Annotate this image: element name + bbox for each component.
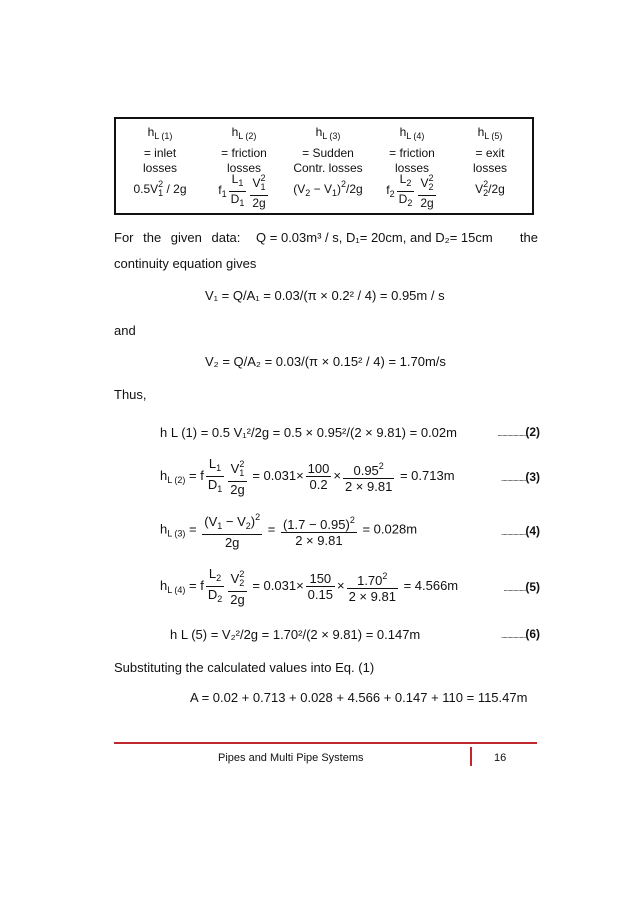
equation-ref-6: ....................(6) <box>500 627 540 641</box>
equation-ref-4: ....................(4) <box>500 524 540 538</box>
given-intro: For the given data: <box>114 230 241 245</box>
column-line2: losses <box>142 161 177 175</box>
thus-text: Thus, <box>114 387 147 402</box>
table-column-sudden <box>286 125 370 198</box>
column-line1: = friction <box>221 146 267 160</box>
and-text: and <box>114 323 136 338</box>
column-head: $h_{L (3)}$ <box>315 125 341 141</box>
column-head: $h_{L (1)}$ <box>147 125 173 141</box>
losses-table <box>114 117 534 215</box>
sudden-loss-expression: $(V_2 - V_1)^2/2g$ <box>293 179 363 198</box>
table-column-exit <box>448 125 532 198</box>
hl2-result: = 0.713m <box>399 467 455 483</box>
column-line2: losses <box>472 161 507 175</box>
footer-title: Pipes and Multi Pipe Systems <box>218 752 364 764</box>
page-number: 16 <box>494 752 507 764</box>
equation-ref-2: .......................(2) <box>497 425 540 439</box>
friction-loss-expression-2: $f_2$ $\frac{L_2}{D_2}$ $\frac{V_2^2}{2g}$ <box>386 171 434 210</box>
column-head: $h_{L (2)}$ <box>231 125 257 141</box>
column-head: $h_{L (4)}$ <box>399 125 425 141</box>
equation-ref-5: ..................(5) <box>503 580 540 594</box>
footer-rule <box>114 742 537 744</box>
substituting-text: Substituting the calculated values into Eq. (1) <box>114 660 375 675</box>
hl1-row <box>160 425 540 440</box>
table-column-friction-2 <box>370 125 454 210</box>
exit-loss-expression: $V_2^2/2g$ <box>475 179 505 198</box>
hl4-result: = 4.566m <box>403 577 459 593</box>
given-tail: the <box>519 230 538 245</box>
hl5-row <box>160 627 540 642</box>
hl2-equation: $h_{L (2)} = f$ $\frac{L_1}{D_1}$ $\frac{V_1^2}{2g}$ = 0.031× $\frac{100}{0.2}$ × $\frac{0.95^2}{2 \times 9.81}$ = 0.713m <box>160 456 455 497</box>
hl3-equation: $h_{L (3)}$ = $\frac{(V_1 - V_2)^2}{2g}$ = $\frac{(1.7 - 0.95)^2}{2 \times 9.81}$ = 0.028m <box>160 512 418 550</box>
hl1-equation: h L (1) = 0.5 V₁²/2g = 0.5 × 0.95²/(2 × 9.81) = 0.02m <box>160 425 457 440</box>
column-line1: = Sudden <box>302 146 354 160</box>
final-equation: A = 0.02 + 0.713 + 0.028 + 4.566 + 0.147 + 110 = 115.47m <box>190 690 528 705</box>
hl5-equation: h L (5) = V₂²/2g = 1.70²/(2 × 9.81) = 0.147m <box>170 627 421 642</box>
v1-equation: V₁ = Q/A₁ = 0.03/(π × 0.2² / 4) = 0.95m / s <box>205 288 445 303</box>
column-line1: = inlet <box>143 146 177 160</box>
column-head: $h_{L (5)}$ <box>477 125 503 141</box>
column-line2: Contr. losses <box>293 161 363 175</box>
hl3-result: = 0.028m <box>362 521 418 537</box>
given-equation: Q = 0.03m³ / s, D₁= 20cm, and D₂= 15cm <box>256 230 493 245</box>
hl4-equation: $h_{L (4)} = f$ $\frac{L_2}{D_2}$ $\frac{V_2^2}{2g}$ = 0.031× $\frac{150}{0.15}$ × $\frac{1.70^2}{2 \times 9.81}$ = 4.566m <box>160 566 459 607</box>
column-line1: = exit <box>475 146 505 160</box>
table-column-inlet <box>118 125 202 198</box>
hl3-row <box>160 510 540 552</box>
column-line1: = friction <box>389 146 435 160</box>
equation-ref-3: ....................(3) <box>500 470 540 484</box>
table-column-friction-1 <box>202 125 286 210</box>
column-line2: losses <box>226 161 261 175</box>
inlet-loss-expression: $0.5V_1^2 / 2g$ <box>133 179 187 198</box>
hl2-row <box>160 456 540 498</box>
v2-equation: V₂ = Q/A₂ = 0.03/(π × 0.15² / 4) = 1.70m/s <box>205 354 446 369</box>
continuity-text: continuity equation gives <box>114 256 257 271</box>
column-line2: losses <box>394 161 429 175</box>
given-data-line <box>114 230 538 245</box>
hl4-row <box>160 566 540 608</box>
footer-divider <box>470 747 472 766</box>
friction-loss-expression: $f_1$ $\frac{L_1}{D_1}$ $\frac{V_1^2}{2g}$ <box>218 171 266 210</box>
